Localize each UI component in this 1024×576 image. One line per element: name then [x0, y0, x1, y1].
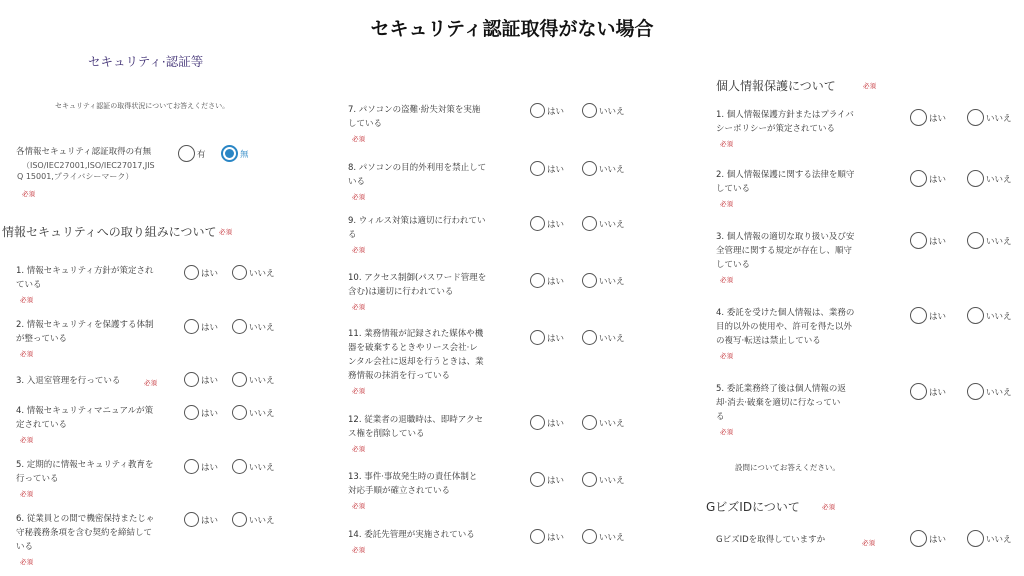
infosec-question-10-line-2: 含む)は適切に行われている: [348, 287, 454, 297]
gbiz-option-yes-label: はい: [929, 534, 947, 545]
infosec-question-3-required-badge: 必須: [144, 379, 157, 387]
infosec-question-9-line-1: 9. ウィルス対策は適切に行われてい: [348, 216, 486, 226]
infosec-question-10-required-badge: 必須: [352, 303, 365, 311]
infosec-question-7-line-2: している: [348, 119, 383, 129]
infosec-question-8-line-2: いる: [348, 177, 366, 187]
infosec-required-badge: 必須: [219, 228, 232, 236]
privacy-question-2-option-yes[interactable]: [910, 170, 946, 187]
privacy-question-5-option-no[interactable]: [967, 383, 1012, 400]
infosec-question-11-option-yes[interactable]: [530, 330, 564, 345]
radio-no[interactable]: [582, 330, 597, 345]
infosec-question-8-option-no-label: いいえ: [599, 164, 625, 175]
infosec-question-8-required-badge: 必須: [352, 193, 365, 201]
infosec-question-9-option-no[interactable]: [582, 216, 625, 231]
infosec-question-2-line-2: が整っている: [16, 334, 68, 344]
privacy-question-2-option-yes-label: はい: [929, 174, 947, 185]
infosec-question-5-line-1: 5. 定期的に情報セキュリティ教育を: [16, 460, 154, 470]
infosec-question-11-line-2: 器を破棄するときやリース会社·レ: [348, 343, 478, 353]
radio-no[interactable]: [582, 216, 597, 231]
infosec-question-11-line-1: 11. 業務情報が記録された媒体や機: [348, 329, 484, 339]
radio-no-selected[interactable]: [221, 145, 238, 162]
infosec-question-9-option-no-label: いいえ: [599, 219, 625, 230]
infosec-question-10-option-no[interactable]: [582, 273, 625, 288]
privacy-question-4-option-no-label: いいえ: [986, 311, 1012, 322]
infosec-question-4-line-1: 4. 情報セキュリティマニュアルが策: [16, 406, 154, 416]
privacy-question-4-line-1: 4. 委託を受けた個人情報は、業務の: [716, 308, 855, 318]
infosec-question-9-required-badge: 必須: [352, 246, 365, 254]
privacy-question-4-option-yes-label: はい: [929, 311, 947, 322]
radio-yes[interactable]: [184, 319, 199, 334]
infosec-question-4-line-2: 定されている: [16, 420, 68, 430]
infosec-question-10-option-yes[interactable]: [530, 273, 564, 288]
radio-no[interactable]: [582, 161, 597, 176]
radio-no[interactable]: [232, 405, 247, 420]
infosec-question-7-option-yes-label: はい: [547, 106, 565, 117]
privacy-question-4-line-3: の複写·転送は禁止している: [716, 336, 821, 346]
privacy-question-4-required-badge: 必須: [720, 352, 733, 360]
privacy-question-5-line-3: る: [716, 412, 725, 422]
privacy-heading: 個人情報保護について: [716, 79, 836, 93]
certification-option-yes[interactable]: [178, 145, 206, 162]
infosec-question-13-option-no-label: いいえ: [599, 475, 625, 486]
infosec-question-3-option-yes-label: はい: [201, 375, 219, 386]
infosec-question-3-option-no[interactable]: [232, 372, 275, 387]
radio-yes[interactable]: [184, 372, 199, 387]
certification-sub-line-2: Q 15001,プライバシーマーク）: [17, 172, 134, 181]
infosec-question-4-option-no-label: いいえ: [249, 408, 275, 419]
infosec-question-6-option-no-label: いいえ: [249, 515, 275, 526]
radio-no[interactable]: [582, 415, 597, 430]
infosec-question-6-line-1: 6. 従業員との間で機密保持またじゃ: [16, 514, 155, 524]
radio-no[interactable]: [582, 472, 597, 487]
infosec-question-5-option-no-label: いいえ: [249, 462, 275, 473]
infosec-question-4-option-yes[interactable]: [184, 405, 218, 420]
gbiz-option-yes[interactable]: [910, 530, 946, 547]
infosec-question-2-line-1: 2. 情報セキュリティを保護する体制: [16, 320, 154, 330]
infosec-question-13-required-badge: 必須: [352, 502, 365, 510]
privacy-question-3-option-no[interactable]: [967, 232, 1012, 249]
infosec-question-5-option-yes[interactable]: [184, 459, 218, 474]
radio-yes[interactable]: [530, 415, 545, 430]
radio-no[interactable]: [967, 109, 984, 126]
certification-question: 各情報セキュリティ認証取得の有無: [16, 147, 152, 157]
infosec-question-8-line-1: 8. パソコンの目的外利用を禁止して: [348, 163, 487, 173]
infosec-question-2-option-no-label: いいえ: [249, 322, 275, 333]
privacy-question-3-line-1: 3. 個人情報の適切な取り扱い及び安: [716, 232, 855, 242]
radio-no[interactable]: [582, 103, 597, 118]
radio-no[interactable]: [232, 319, 247, 334]
infosec-question-13-line-2: 対応手順が確立されている: [348, 486, 451, 496]
infosec-question-11-line-4: 務情報の抹消を行っている: [348, 371, 451, 381]
privacy-question-3-line-2: 全管理に関する規定が存在し、順守: [716, 246, 853, 256]
radio-yes[interactable]: [184, 512, 199, 527]
gbiz-required-badge: 必須: [822, 503, 835, 511]
certification-option-no[interactable]: [221, 145, 249, 162]
infosec-question-14-option-no[interactable]: [582, 529, 625, 544]
radio-no[interactable]: [582, 273, 597, 288]
privacy-question-1-required-badge: 必須: [720, 140, 733, 148]
infosec-question-8-option-yes-label: はい: [547, 164, 565, 175]
infosec-question-7-required-badge: 必須: [352, 135, 365, 143]
infosec-question-10-option-no-label: いいえ: [599, 276, 625, 287]
radio-yes[interactable]: [184, 265, 199, 280]
privacy-note: 設問についてお答えください。: [735, 463, 840, 472]
infosec-question-13-option-yes-label: はい: [547, 475, 565, 486]
infosec-question-9-option-yes[interactable]: [530, 216, 564, 231]
radio-yes[interactable]: [910, 307, 927, 324]
radio-yes[interactable]: [178, 145, 195, 162]
infosec-question-9-option-yes-label: はい: [547, 219, 565, 230]
gbiz-heading: GビズIDについて: [706, 500, 800, 514]
privacy-question-3-line-3: している: [716, 260, 751, 270]
infosec-question-9-line-2: る: [348, 230, 357, 240]
infosec-question-5-line-2: 行っている: [16, 474, 59, 484]
infosec-question-12-line-1: 12. 従業者の退職時は、即時アクセ: [348, 415, 483, 425]
gbiz-question: GビズIDを取得していますか: [716, 535, 826, 545]
privacy-question-1-option-yes[interactable]: [910, 109, 946, 126]
infosec-question-5-option-yes-label: はい: [201, 462, 219, 473]
infosec-question-1-required-badge: 必須: [20, 296, 33, 304]
radio-yes[interactable]: [530, 330, 545, 345]
radio-yes[interactable]: [530, 103, 545, 118]
infosec-question-5-required-badge: 必須: [20, 490, 33, 498]
infosec-question-14-option-yes-label: はい: [547, 532, 565, 543]
privacy-question-2-required-badge: 必須: [720, 200, 733, 208]
infosec-question-11-line-3: ンタル会社に返却を行うときは、業: [348, 357, 484, 367]
radio-no[interactable]: [967, 232, 984, 249]
radio-no[interactable]: [232, 512, 247, 527]
radio-no[interactable]: [967, 530, 984, 547]
page-title: セキュリティ認証取得がない場合: [370, 18, 654, 40]
infosec-question-11-option-yes-label: はい: [547, 333, 565, 344]
certification-option-yes-label: 有: [197, 149, 206, 160]
infosec-question-6-option-yes-label: はい: [201, 515, 219, 526]
certification-sub-line-1: （ISO/IEC27001,ISO/IEC27017,JIS: [22, 161, 155, 170]
privacy-question-1-option-yes-label: はい: [929, 113, 947, 124]
infosec-heading: 情報セキュリティへの取り組みについて: [2, 225, 217, 239]
infosec-question-2-option-yes-label: はい: [201, 322, 219, 333]
radio-yes[interactable]: [530, 472, 545, 487]
privacy-question-1-line-2: シーポリシーが策定されている: [716, 124, 836, 134]
infosec-question-4-option-yes-label: はい: [201, 408, 219, 419]
infosec-question-14-option-no-label: いいえ: [599, 532, 625, 543]
privacy-question-3-required-badge: 必須: [720, 276, 733, 284]
infosec-question-4-required-badge: 必須: [20, 436, 33, 444]
radio-yes[interactable]: [530, 216, 545, 231]
privacy-question-4-option-no[interactable]: [967, 307, 1012, 324]
infosec-question-12-option-no[interactable]: [582, 415, 625, 430]
infosec-question-11-option-no-label: いいえ: [599, 333, 625, 344]
radio-yes[interactable]: [184, 459, 199, 474]
privacy-question-5-line-1: 5. 委託業務終了後は個人情報の返: [716, 384, 846, 394]
infosec-question-7-option-no[interactable]: [582, 103, 625, 118]
infosec-question-7-line-1: 7. パソコンの盗難·紛失対策を実施: [348, 105, 481, 115]
privacy-question-1-line-1: 1. 個人情報保護方針またはプライバ: [716, 110, 854, 120]
infosec-question-12-option-yes-label: はい: [547, 418, 565, 429]
infosec-question-1-option-yes[interactable]: [184, 265, 218, 280]
infosec-question-1-line-2: ている: [16, 280, 42, 290]
infosec-question-14-required-badge: 必須: [352, 546, 365, 554]
required-badge: 必須: [22, 190, 35, 198]
privacy-question-4-line-2: 目的以外の使用や、許可を得た以外: [716, 322, 852, 332]
infosec-question-12-option-yes[interactable]: [530, 415, 564, 430]
infosec-question-6-line-2: 守秘義務条項を含む契約を締結して: [16, 528, 153, 538]
radio-no[interactable]: [582, 529, 597, 544]
infosec-question-5-option-no[interactable]: [232, 459, 275, 474]
radio-yes[interactable]: [910, 109, 927, 126]
infosec-question-6-line-3: いる: [16, 542, 34, 552]
certification-heading: セキュリティ·認証等: [88, 54, 204, 69]
infosec-question-1-line-1: 1. 情報セキュリティ方針が策定され: [16, 266, 154, 276]
infosec-question-2-option-no[interactable]: [232, 319, 275, 334]
radio-no[interactable]: [232, 459, 247, 474]
gbiz-question-required: 必須: [862, 539, 875, 547]
certification-description: セキュリティ認証の取得状況についてお答えください。: [55, 102, 230, 110]
infosec-question-7-option-yes[interactable]: [530, 103, 564, 118]
infosec-question-11-required-badge: 必須: [352, 387, 365, 395]
privacy-question-2-option-no-label: いいえ: [986, 174, 1012, 185]
privacy-question-3-option-no-label: いいえ: [986, 236, 1012, 247]
infosec-question-11-option-no[interactable]: [582, 330, 625, 345]
radio-no[interactable]: [967, 383, 984, 400]
privacy-question-5-option-yes[interactable]: [910, 383, 946, 400]
infosec-question-12-line-2: ス権を削除している: [348, 429, 425, 439]
infosec-question-7-option-no-label: いいえ: [599, 106, 625, 117]
infosec-question-14-line-1: 14. 委託先管理が実施されている: [348, 530, 475, 540]
privacy-question-2-line-1: 2. 個人情報保護に関する法律を順守: [716, 170, 855, 180]
radio-no[interactable]: [232, 265, 247, 280]
infosec-question-10-option-yes-label: はい: [547, 276, 565, 287]
infosec-question-1-option-yes-label: はい: [201, 268, 219, 279]
privacy-question-2-option-no[interactable]: [967, 170, 1012, 187]
infosec-question-13-line-1: 13. 事件·事故発生時の責任体制と: [348, 472, 478, 482]
gbiz-option-no[interactable]: [967, 530, 1012, 547]
privacy-question-2-line-2: している: [716, 184, 751, 194]
privacy-required-badge: 必須: [863, 82, 876, 90]
radio-yes[interactable]: [530, 273, 545, 288]
privacy-question-5-required-badge: 必須: [720, 428, 733, 436]
privacy-question-5-line-2: 却·消去·破棄を適切に行なってい: [716, 398, 841, 408]
infosec-question-12-option-no-label: いいえ: [599, 418, 625, 429]
privacy-question-1-option-no-label: いいえ: [986, 113, 1012, 124]
infosec-question-13-option-yes[interactable]: [530, 472, 564, 487]
privacy-question-3-option-yes[interactable]: [910, 232, 946, 249]
infosec-question-13-option-no[interactable]: [582, 472, 625, 487]
infosec-question-3-line-1: 3. 入退室管理を行っている: [16, 376, 121, 386]
privacy-question-5-option-yes-label: はい: [929, 387, 947, 398]
privacy-question-5-option-no-label: いいえ: [986, 387, 1012, 398]
infosec-question-12-required-badge: 必須: [352, 445, 365, 453]
radio-yes[interactable]: [184, 405, 199, 420]
radio-yes[interactable]: [530, 161, 545, 176]
infosec-question-6-option-no[interactable]: [232, 512, 275, 527]
radio-yes[interactable]: [910, 530, 927, 547]
infosec-question-3-option-no-label: いいえ: [249, 375, 275, 386]
radio-yes[interactable]: [910, 383, 927, 400]
infosec-question-4-option-no[interactable]: [232, 405, 275, 420]
radio-no[interactable]: [967, 170, 984, 187]
infosec-question-6-option-yes[interactable]: [184, 512, 218, 527]
privacy-question-1-option-no[interactable]: [967, 109, 1012, 126]
radio-yes[interactable]: [910, 170, 927, 187]
infosec-question-2-required-badge: 必須: [20, 350, 33, 358]
infosec-question-6-required-badge: 必須: [20, 558, 33, 566]
certification-option-no-label: 無: [240, 149, 249, 160]
radio-no[interactable]: [232, 372, 247, 387]
infosec-question-1-option-no[interactable]: [232, 265, 275, 280]
privacy-question-3-option-yes-label: はい: [929, 236, 947, 247]
infosec-question-8-option-no[interactable]: [582, 161, 625, 176]
gbiz-option-no-label: いいえ: [986, 534, 1012, 545]
radio-yes[interactable]: [530, 529, 545, 544]
infosec-question-2-option-yes[interactable]: [184, 319, 218, 334]
radio-yes[interactable]: [910, 232, 927, 249]
privacy-question-4-option-yes[interactable]: [910, 307, 946, 324]
infosec-question-3-option-yes[interactable]: [184, 372, 218, 387]
radio-no[interactable]: [967, 307, 984, 324]
infosec-question-14-option-yes[interactable]: [530, 529, 564, 544]
infosec-question-10-line-1: 10. アクセス制御(パスワード管理を: [348, 273, 487, 283]
infosec-question-8-option-yes[interactable]: [530, 161, 564, 176]
infosec-question-1-option-no-label: いいえ: [249, 268, 275, 279]
